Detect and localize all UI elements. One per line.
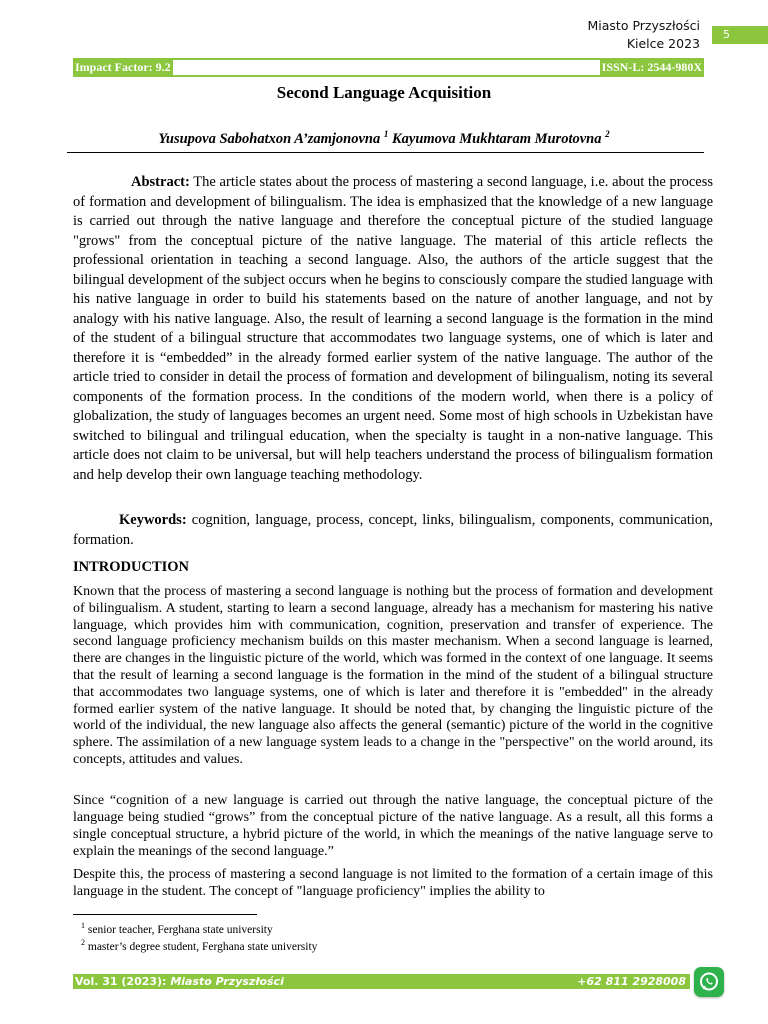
journal-place-year: Kielce 2023 [626, 36, 700, 51]
intro-paragraph-1: Known that the process of mastering a second language is nothing but the process of formation and development of bilingualism. A student, starting to learn a second language, already has a mechanism for mastering his native language, which provides him with communication, cognition, preservation and transfer of experience. The second language proficiency mechanism builds on this master mechanism. When a second language is learned, there are changes in the linguistic picture of the world, which was formed in the context of one language. It seems that the result of learning a second language is the formation in the mind of the student of a bilingual structure that accommodates two language systems, one of which is later and therefore it is "embedded" in the already formed earlier system of the native language. It should be noted that, by changing the linguistic picture of the world of the individual, the new language also affects the general (semantic) picture of the world in the cognitive sphere. The assimilation of a new language system leads to a change in the "perspective" on the world around, its concepts, attitudes and values. [73, 584, 713, 767]
author-rule [67, 152, 704, 153]
journal-header [588, 17, 701, 53]
introduction-heading: INTRODUCTION [73, 559, 190, 575]
footnote-2-text: master’s degree student, Ferghana state university [87, 940, 318, 953]
keywords [73, 511, 713, 550]
keywords-label: Keywords: [119, 512, 187, 528]
footer-volume: Vol. 31 (2023): [75, 975, 167, 988]
author-1: Yusupova Sabohatxon A’zamjonovna [158, 130, 381, 147]
footer-citation [75, 974, 284, 989]
footnote-1-number: 1 [81, 921, 85, 930]
journal-name: Miasto Przyszłości [587, 18, 700, 33]
intro-paragraph-3: Despite this, the process of mastering a second language is not limited to the formation of a certain image of this language in the student. The concept of "language proficiency" implies the ability to [73, 867, 713, 899]
author-line [0, 129, 768, 148]
footnote-1-text: senior teacher, Ferghana state university [87, 923, 273, 936]
footnote-1 [81, 921, 273, 936]
header-divider-bottom [73, 75, 704, 77]
article-title: Second Language Acquisition [276, 83, 492, 102]
issn-label: ISSN-L: 2544-980X [601, 60, 702, 74]
intro-paragraph-2: Since “cognition of a new language is carried out through the native language, the conceptual picture of the language being studied “grows” from the conceptual picture of the native language. As a result, all this forms a single conceptual structure, a hybrid picture of the world, in which the meanings of the native language serve to explain the meanings of the second language.” [73, 793, 713, 859]
footer-phone: +62 811 2928008 [577, 975, 686, 988]
footer-journal: Miasto Przyszłości [170, 975, 284, 988]
footnote-2 [81, 938, 317, 953]
author-2: Kayumova Mukhtaram Murotovna [391, 130, 602, 147]
footnote-rule [73, 914, 257, 915]
page-number-badge: 5 [712, 26, 768, 44]
author-2-affiliation-marker: 2 [605, 129, 610, 139]
impact-factor-label: Impact Factor: 9.2 [75, 60, 171, 74]
abstract-text: The article states about the process of mastering a second language, i.e. about the process of formation and development of bilingualism. The idea is emphasized that the knowledge of a new language is carried out through the native language and therefore the conceptual picture of the studied language "grows" from the conceptual picture of the native language. The material of this article reflects the professional orientation in teaching a second language. Also, the authors of the article suggest that the bilingual development of the subject occurs when he begins to consciously compare the studied language with his native language in order to build his statements based on the nature of another language, and not by analogy with his native language. Also, the result of learning a second language is the formation in the mind of the student of a bilingual structure that accommodates two language systems, one of which is later and therefore it is “embedded” in the already formed earlier system of the native language. The author of the article tried to consider in detail the process of formation and development of bilingualism, noting its several components of the formation process. In the conditions of the modern world, when there is a policy of globalization, the study of languages becomes an urgent need. Some most of high schools in Uzbekistan have switched to bilingual and trilingual education, when the specialty is taught in a non-native language. This article does not claim to be universal, but will help teachers understand the process of bilingualism formation and help develop their own language teaching methodology. [73, 174, 713, 483]
keywords-text: cognition, language, process, concept, links, bilingualism, components, communication, formation. [73, 512, 714, 548]
footer-bar [73, 974, 690, 989]
author-1-affiliation-marker: 1 [383, 129, 389, 139]
abstract [73, 173, 713, 485]
whatsapp-icon[interactable] [694, 967, 724, 997]
footnote-2-number: 2 [81, 938, 85, 947]
abstract-label: Abstract: [131, 174, 190, 190]
